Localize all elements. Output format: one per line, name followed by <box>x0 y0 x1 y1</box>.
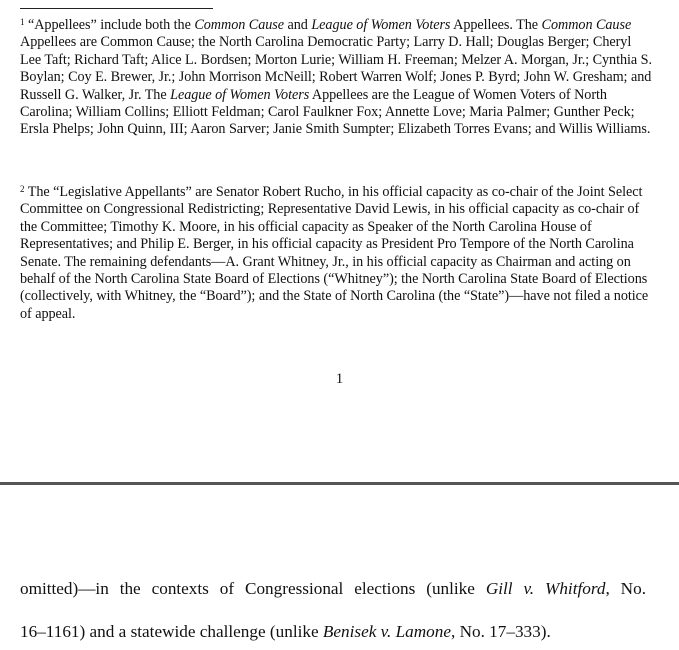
body-text-line <box>20 579 646 599</box>
footnote-2 <box>20 184 652 323</box>
footnote-1-italic: Common Cause <box>194 17 284 33</box>
footnote-1 <box>20 17 652 139</box>
footnote-1-text: Appellees are Common Cause; the North Carolina Democratic Party; Larry D. Hall; Douglas Berger; Cheryl Lee Taft; Richard Taft; Alice L. Bordsen; Morton Lurie; William H. Freeman; Melzer A. Morgan, Jr.; Cynthia S. Boylan; Coy E. Brewer, Jr.; John Morrison McNeill; Robert Warren Wolf; Jones P. Byrd; John W. Gresham; and Russell G. Walker, Jr. The <box>20 34 653 103</box>
footnote-1-text: “Appellees” include both the <box>27 17 195 33</box>
footnote-2-marker: 2 <box>20 184 25 194</box>
body-text: , No. 17–333). <box>450 622 551 641</box>
footnote-1-text: Appellees are the League of Women Voters of North Carolina; William Collins; Elliott Feldman; Carol Faulkner Fox; Annette Love; Maria Palmer; Gunther Peck; Ersla Phelps; John Quinn, III; Aaron Sarver; Janie Smith Sumpter; Elizabeth Torres Evans; and Willis Williams. <box>20 86 651 138</box>
footnote-1-italic: Common Cause <box>541 17 632 33</box>
footnote-1-text: and <box>284 17 312 33</box>
case-name: Benisek v. Lamone <box>322 622 451 641</box>
footnote-2-text: The “Legislative Appellants” are Senator Robert Rucho, in his official capacity as co-chair of the Joint Select Committee on Congressional Redistricting; Representative David Lewis, in his official capacity as co-chair of the Committee; Timothy K. Moore, in his official capacity as Speaker of the North Carolina House of Representatives; and Philip E. Berger, in his official capacity as President Pro Tempore of the North Carolina Senate. The remaining defendants—A. Grant Whitney, Jr., in his official capacity as Chairman and acting on behalf of the North Carolina State Board of Elections (“Whitney”); the North Carolina State Board of Elections (collectively, with Whitney, the “Board”); and the State of North Carolina (the “State”)—have not filed a notice of appeal. <box>20 184 649 322</box>
body-text: 16–1161) and a statewide challenge (unlike <box>20 622 323 641</box>
footnote-1-italic: League of Women Voters <box>170 86 310 103</box>
footnote-rule <box>20 8 213 9</box>
footnote-1-marker: 1 <box>20 17 25 27</box>
body-text-line <box>20 622 646 642</box>
footnote-1-italic: League of Women Voters <box>311 17 451 33</box>
page-number: 1 <box>335 371 344 387</box>
case-name: Gill v. Whitford <box>485 579 606 598</box>
body-text: , No. <box>605 579 646 598</box>
body-text: omitted)—in the contexts of Congressional elections (unlike <box>20 579 486 598</box>
footnote-1-text: Appellees. The <box>450 17 542 33</box>
